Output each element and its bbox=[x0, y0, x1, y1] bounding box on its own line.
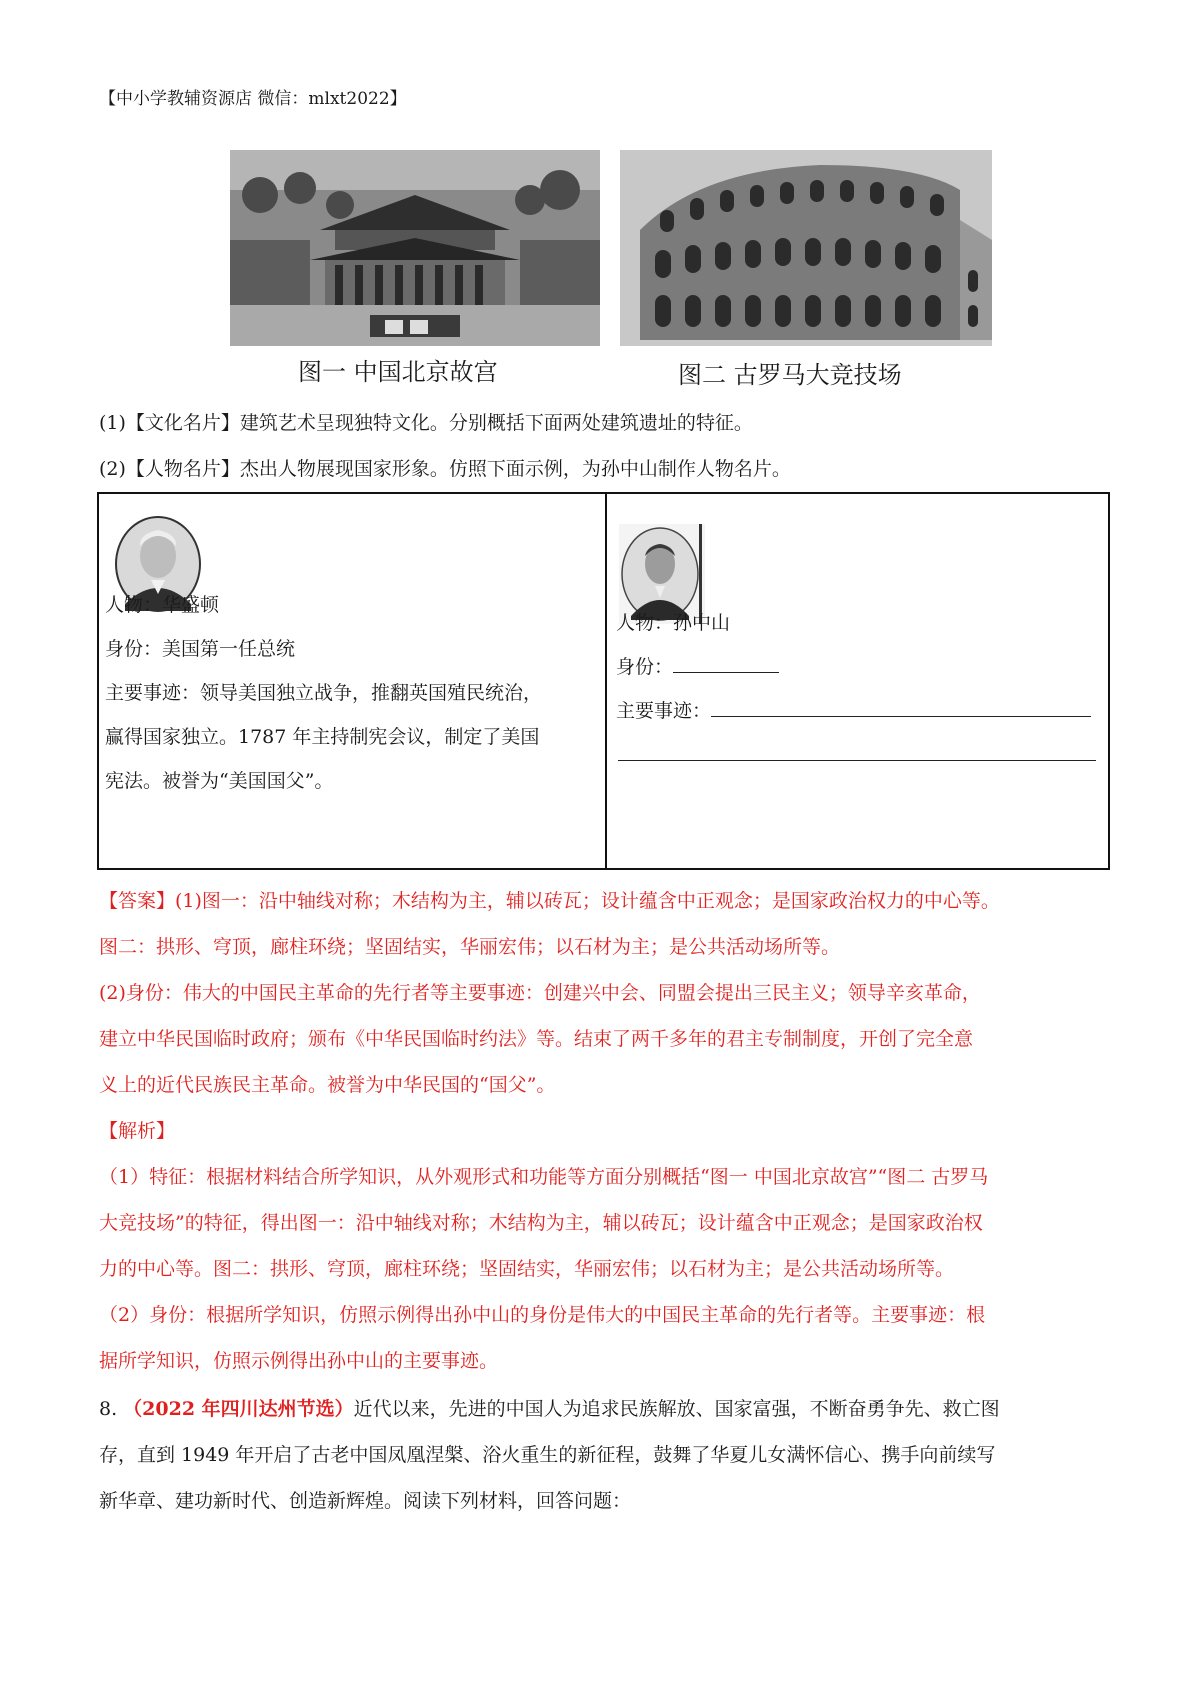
deeds-answer-blank-1[interactable] bbox=[711, 698, 1091, 717]
question-8-line-3: 新华章、建功新时代、创造新辉煌。阅读下列材料，回答问题： bbox=[99, 1490, 632, 1512]
question-8-text-1: 近代以来，先进的中国人为追求民族解放、国家富强，不断奋勇争先、救亡图 bbox=[353, 1398, 1000, 1420]
deeds-answer-blank-2[interactable] bbox=[618, 760, 1096, 761]
left-card-deeds-1: 主要事迹：领导美国独立战争，推翻英国殖民统治， bbox=[105, 682, 543, 704]
answer-line-1: 【答案】(1)图一：沿中轴线对称；木结构为主，辅以砖瓦；设计蕴含中正观念；是国家政治权力的中心等。 bbox=[99, 890, 1000, 912]
left-card-person: 人物：华盛顿 bbox=[105, 594, 220, 616]
question-8-source: （2022 年四川达州节选） bbox=[123, 1398, 354, 1420]
analysis-line-4: （2）身份：根据所学知识，仿照示例得出孙中山的身份是伟大的中国民主革命的先行者等。主要事迹：根 bbox=[99, 1304, 986, 1326]
right-card-deeds-label: 主要事迹： bbox=[616, 700, 712, 722]
header-note: 【中小学教辅资源店 微信：mlxt2022】 bbox=[99, 89, 407, 109]
figure-forbidden-city bbox=[230, 150, 600, 390]
right-card-deeds-row bbox=[616, 696, 1091, 723]
right-card-identity-label: 身份： bbox=[616, 656, 674, 678]
analysis-line-1: （1）特征：根据材料结合所学知识，从外观形式和功能等方面分别概括“图一 中国北京故宫”“图二 古罗马 bbox=[99, 1166, 989, 1188]
answer-line-4: 建立中华民国临时政府；颁布《中华民国临时约法》等。结束了两千多年的君主专制制度，开创了完全意 bbox=[99, 1028, 974, 1050]
left-card-deeds-2: 赢得国家独立。1787 年主持制宪会议，制定了美国 bbox=[105, 726, 540, 748]
answer-line-3: (2)身份：伟大的中国民主革命的先行者等主要事迹：创建兴中会、同盟会提出三民主义；领导辛亥革命， bbox=[99, 982, 981, 1004]
left-card-deeds-3: 宪法。被誉为“美国国父”。 bbox=[105, 770, 334, 792]
question-2: (2)【人物名片】杰出人物展现国家形象。仿照下面示例，为孙中山制作人物名片。 bbox=[99, 458, 791, 480]
analysis-line-2: 大竞技场”的特征，得出图一：沿中轴线对称；木结构为主，辅以砖瓦；设计蕴含中正观念；是国家政治权 bbox=[99, 1212, 983, 1234]
forbidden-city-photo bbox=[230, 150, 600, 346]
question-1: (1)【文化名片】建筑艺术呈现独特文化。分别概括下面两处建筑遗址的特征。 bbox=[99, 412, 753, 434]
card-divider bbox=[605, 494, 607, 868]
question-8-line-1 bbox=[99, 1386, 1099, 1432]
answer-line-5: 义上的近代民族民主革命。被誉为中华民国的“国父”。 bbox=[99, 1074, 556, 1096]
question-8-number: 8. bbox=[99, 1398, 124, 1420]
figure-caption-2: 图二 古罗马大竞技场 bbox=[678, 361, 902, 389]
person-card-table bbox=[97, 492, 1110, 870]
right-card-identity-row bbox=[616, 652, 779, 679]
left-card-identity: 身份：美国第一任总统 bbox=[105, 638, 296, 660]
identity-answer-blank[interactable] bbox=[673, 654, 779, 673]
question-8-line-2: 存，直到 1949 年开启了古老中国凤凰涅槃、浴火重生的新征程，鼓舞了华夏儿女满怀信心、携手向前续写 bbox=[99, 1444, 996, 1466]
answer-line-2: 图二：拱形、穹顶，廊柱环绕；坚固结实，华丽宏伟；以石材为主；是公共活动场所等。 bbox=[99, 936, 841, 958]
figure-caption-1: 图一 中国北京故宫 bbox=[298, 358, 498, 386]
figure-colosseum bbox=[620, 150, 992, 390]
analysis-line-3: 力的中心等。图二：拱形、穹顶，廊柱环绕；坚固结实，华丽宏伟；以石材为主；是公共活动场所等。 bbox=[99, 1258, 955, 1280]
colosseum-photo bbox=[620, 150, 992, 346]
analysis-title: 【解析】 bbox=[99, 1120, 176, 1142]
right-card-person: 人物：孙中山 bbox=[616, 612, 731, 634]
analysis-line-5: 据所学知识，仿照示例得出孙中山的主要事迹。 bbox=[99, 1350, 499, 1372]
